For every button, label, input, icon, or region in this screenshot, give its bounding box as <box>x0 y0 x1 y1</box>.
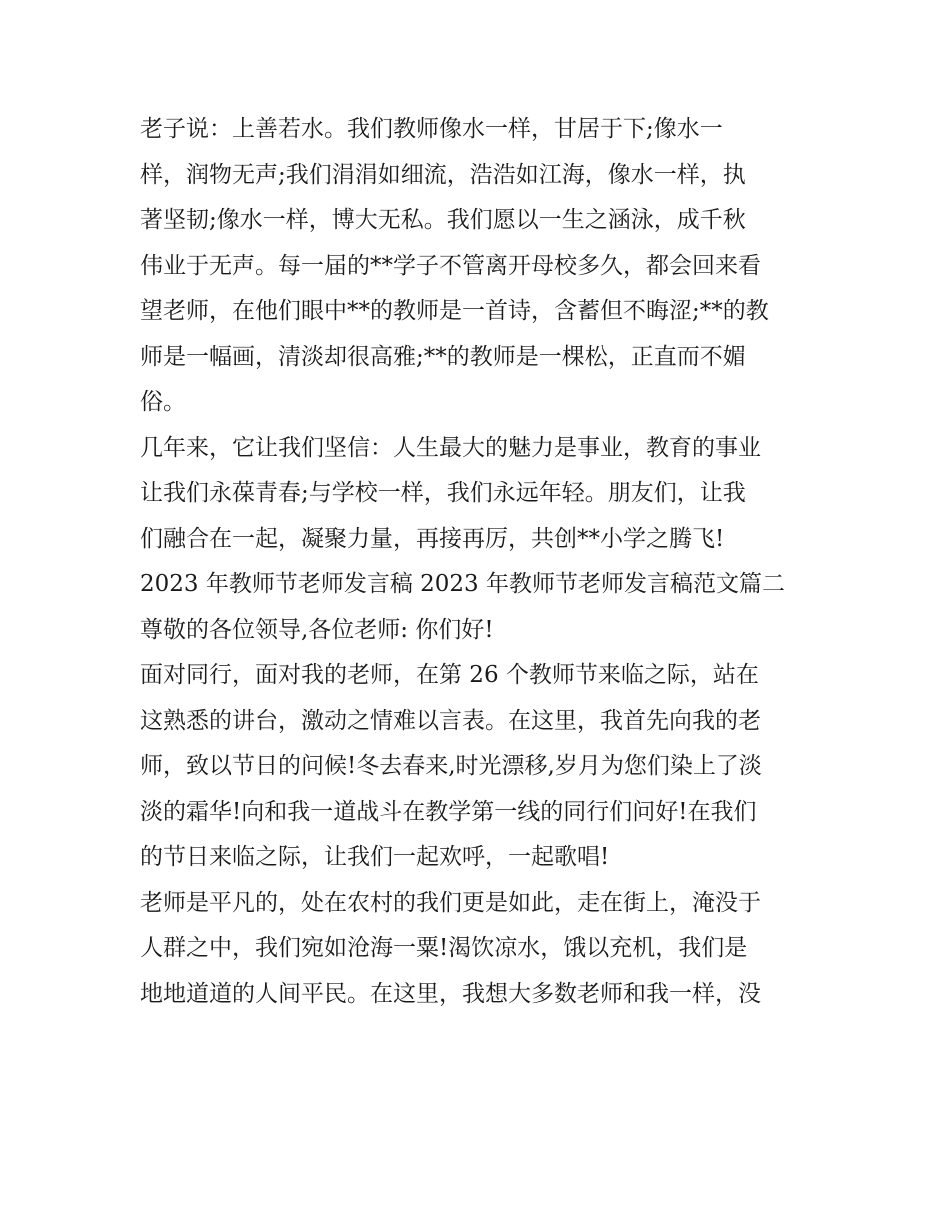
text-line: 样，润物无声;我们涓涓如细流，浩浩如江海，像水一样，执 <box>140 161 746 188</box>
text-line: 伟业于无声。每一届的**学子不管离开母校多久，都会回来看 <box>140 252 761 279</box>
text-line: 老师是平凡的，处在农村的我们更是如此，走在街上，淹没于 <box>140 889 761 916</box>
text-line: 的节日来临之际，让我们一起欢呼，一起歌唱! <box>140 844 610 870</box>
text-line: 地地道道的人间平民。在这里，我想大多数老师和我一样，没 <box>140 980 761 1007</box>
text-line: 让我们永葆青春;与学校一样，我们永远年轻。朋友们，让我 <box>140 480 746 506</box>
text-line: 几年来，它让我们坚信：人生最大的魅力是事业，教育的事业 <box>140 434 761 461</box>
text-line: 俗。 <box>140 389 186 415</box>
salutation: 尊敬的各位领导,各位老师: 你们好! <box>140 616 494 643</box>
text-line: 老子说：上善若水。我们教师像水一样，甘居于下;像水一 <box>140 116 723 142</box>
section-heading: 2023 年教师节老师发言稿 2023 年教师节老师发言稿范文篇二 <box>140 571 785 597</box>
text-line: 著坚韧;像水一样，博大无私。我们愿以一生之涵泳，成千秋 <box>140 207 746 233</box>
text-line: 这熟悉的讲台，激动之情难以言表。在这里，我首先向我的老 <box>140 707 761 734</box>
text-line: 面对同行，面对我的老师，在第 26 个教师节来临之际，站在 <box>140 662 759 688</box>
text-line: 们融合在一起，凝聚力量，再接再厉，共创**小学之腾飞! <box>140 525 725 552</box>
document-body <box>140 107 820 1017</box>
text-line: 望老师，在他们眼中**的教师是一首诗，含蓄但不晦涩;**的教 <box>140 298 769 324</box>
text-line: 师，致以节日的问候!冬去春来,时光漂移,岁月为您们染上了淡 <box>140 753 762 779</box>
text-line: 人群之中，我们宛如沧海一粟!渴饮凉水，饿以充机，我们是 <box>140 935 748 961</box>
text-line: 师是一幅画，清淡却很高雅;**的教师是一棵松，正直而不媚 <box>140 343 746 370</box>
text-line: 淡的霜华!向和我一道战斗在教学第一线的同行们问好!在我们 <box>140 798 757 825</box>
